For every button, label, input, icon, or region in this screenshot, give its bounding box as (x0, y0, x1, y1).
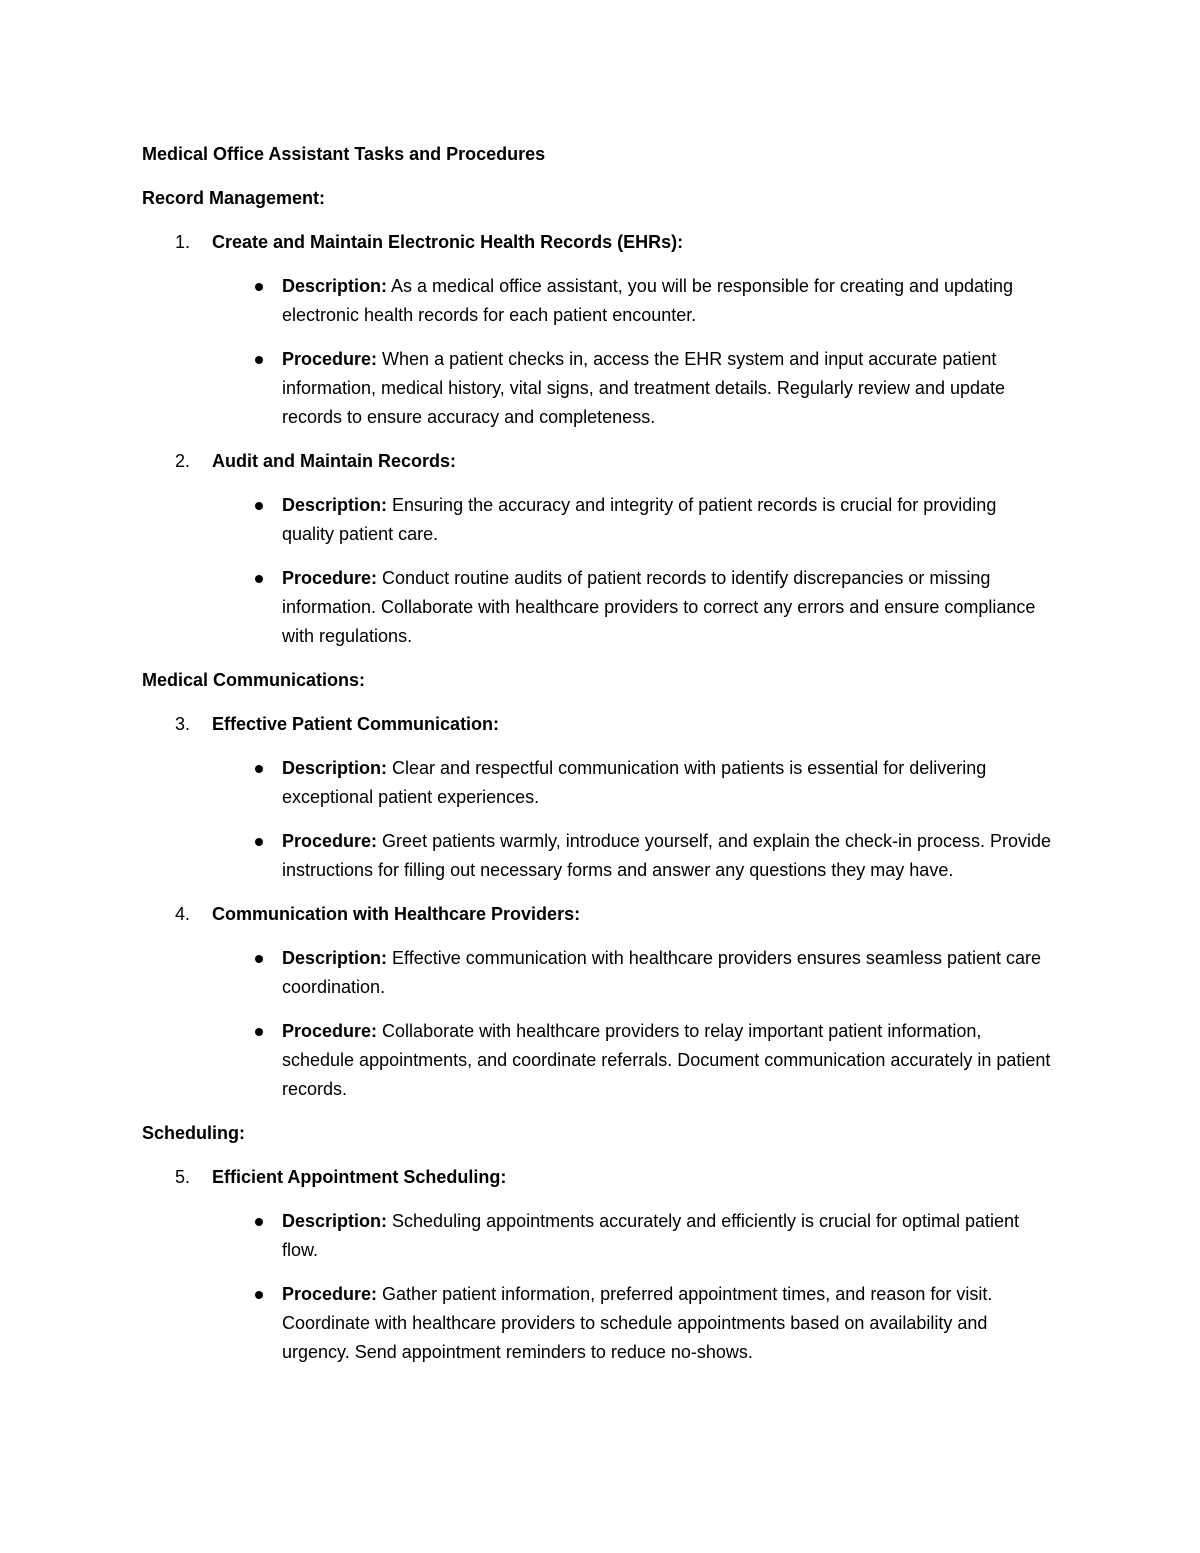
section-record-management (142, 184, 1062, 651)
bullet-dot-icon (255, 502, 263, 510)
task-number: 3. (175, 714, 191, 734)
bullet-dot-icon (255, 955, 263, 963)
task-number: 1. (175, 232, 191, 252)
task-item (142, 228, 1062, 432)
bullet-dot-icon (255, 575, 263, 583)
task-item (142, 447, 1062, 651)
bullet-text: Ensuring the accuracy and integrity of patient records is crucial for providing quality patient care. (282, 495, 997, 544)
bullet-item-description (142, 754, 1062, 812)
document-title: Medical Office Assistant Tasks and Procedures (142, 144, 546, 164)
bullet-text: Clear and respectful communication with patients is essential for delivering exceptional patient experiences. (282, 758, 987, 807)
bullet-item-description (142, 944, 1062, 1002)
bullet-dot-icon (255, 1028, 263, 1036)
bullet-list (142, 491, 1062, 651)
bullet-label: Description: (282, 758, 388, 778)
bullet-item-procedure (142, 827, 1062, 885)
bullet-text: As a medical office assistant, you will be responsible for creating and updating electronic health records for each patient encounter. (282, 276, 1014, 325)
bullet-list (142, 944, 1062, 1104)
bullet-item-procedure (142, 1280, 1062, 1367)
bullet-item-procedure (142, 1017, 1062, 1104)
task-title: Effective Patient Communication: (212, 714, 500, 734)
bullet-text: Collaborate with healthcare providers to relay important patient information, schedule appointments, and coordinate referrals. Document communication accurately in patient records. (282, 1021, 1051, 1099)
bullet-item-procedure (142, 345, 1062, 432)
task-item (142, 710, 1062, 885)
bullet-dot-icon (255, 838, 263, 846)
bullet-dot-icon (255, 1291, 263, 1299)
section-heading: Scheduling: (142, 1123, 245, 1143)
bullet-label: Description: (282, 1211, 388, 1231)
bullet-dot-icon (255, 283, 263, 291)
bullet-label: Description: (282, 948, 388, 968)
bullet-item-description (142, 1207, 1062, 1265)
section-heading: Record Management: (142, 188, 326, 208)
bullet-text: When a patient checks in, access the EHR system and input accurate patient information, medical history, vital signs, and treatment details. Regularly review and update records to ensure accuracy and completeness. (282, 349, 1006, 427)
bullet-item-description (142, 272, 1062, 330)
task-number: 2. (175, 451, 191, 471)
task-title: Audit and Maintain Records: (212, 451, 457, 471)
task-item (142, 900, 1062, 1104)
bullet-text: Conduct routine audits of patient records to identify discrepancies or missing information. Collaborate with healthcare providers to correct any errors and ensure compliance with regulations. (282, 568, 1036, 646)
bullet-list (142, 754, 1062, 885)
task-title: Efficient Appointment Scheduling: (212, 1167, 507, 1187)
task-number: 5. (175, 1167, 191, 1187)
bullet-list (142, 1207, 1062, 1367)
bullet-label: Procedure: (282, 568, 378, 588)
bullet-text: Scheduling appointments accurately and efficiently is crucial for optimal patient flow. (282, 1211, 1020, 1260)
task-title: Create and Maintain Electronic Health Records (EHRs): (212, 232, 684, 252)
task-title: Communication with Healthcare Providers: (212, 904, 581, 924)
bullet-list (142, 272, 1062, 432)
section-scheduling (142, 1119, 1062, 1367)
document-body (142, 140, 1062, 1382)
section-medical-communications (142, 666, 1062, 1104)
section-heading: Medical Communications: (142, 670, 366, 690)
bullet-label: Procedure: (282, 1021, 378, 1041)
bullet-label: Procedure: (282, 831, 378, 851)
bullet-text: Greet patients warmly, introduce yourself, and explain the check-in process. Provide instructions for filling out necessary forms and answer any questions they may have. (282, 831, 1052, 880)
bullet-dot-icon (255, 356, 263, 364)
bullet-dot-icon (255, 765, 263, 773)
bullet-label: Description: (282, 276, 388, 296)
bullet-text: Effective communication with healthcare providers ensures seamless patient care coordination. (282, 948, 1042, 997)
bullet-label: Procedure: (282, 349, 378, 369)
task-number: 4. (175, 904, 191, 924)
bullet-text: Gather patient information, preferred appointment times, and reason for visit. Coordinate with healthcare providers to schedule appointments based on availability and urgency. Send appointment reminders to reduce no-shows. (282, 1284, 993, 1362)
bullet-dot-icon (255, 1218, 263, 1226)
task-item (142, 1163, 1062, 1367)
bullet-item-procedure (142, 564, 1062, 651)
bullet-label: Procedure: (282, 1284, 378, 1304)
bullet-item-description (142, 491, 1062, 549)
bullet-label: Description: (282, 495, 388, 515)
